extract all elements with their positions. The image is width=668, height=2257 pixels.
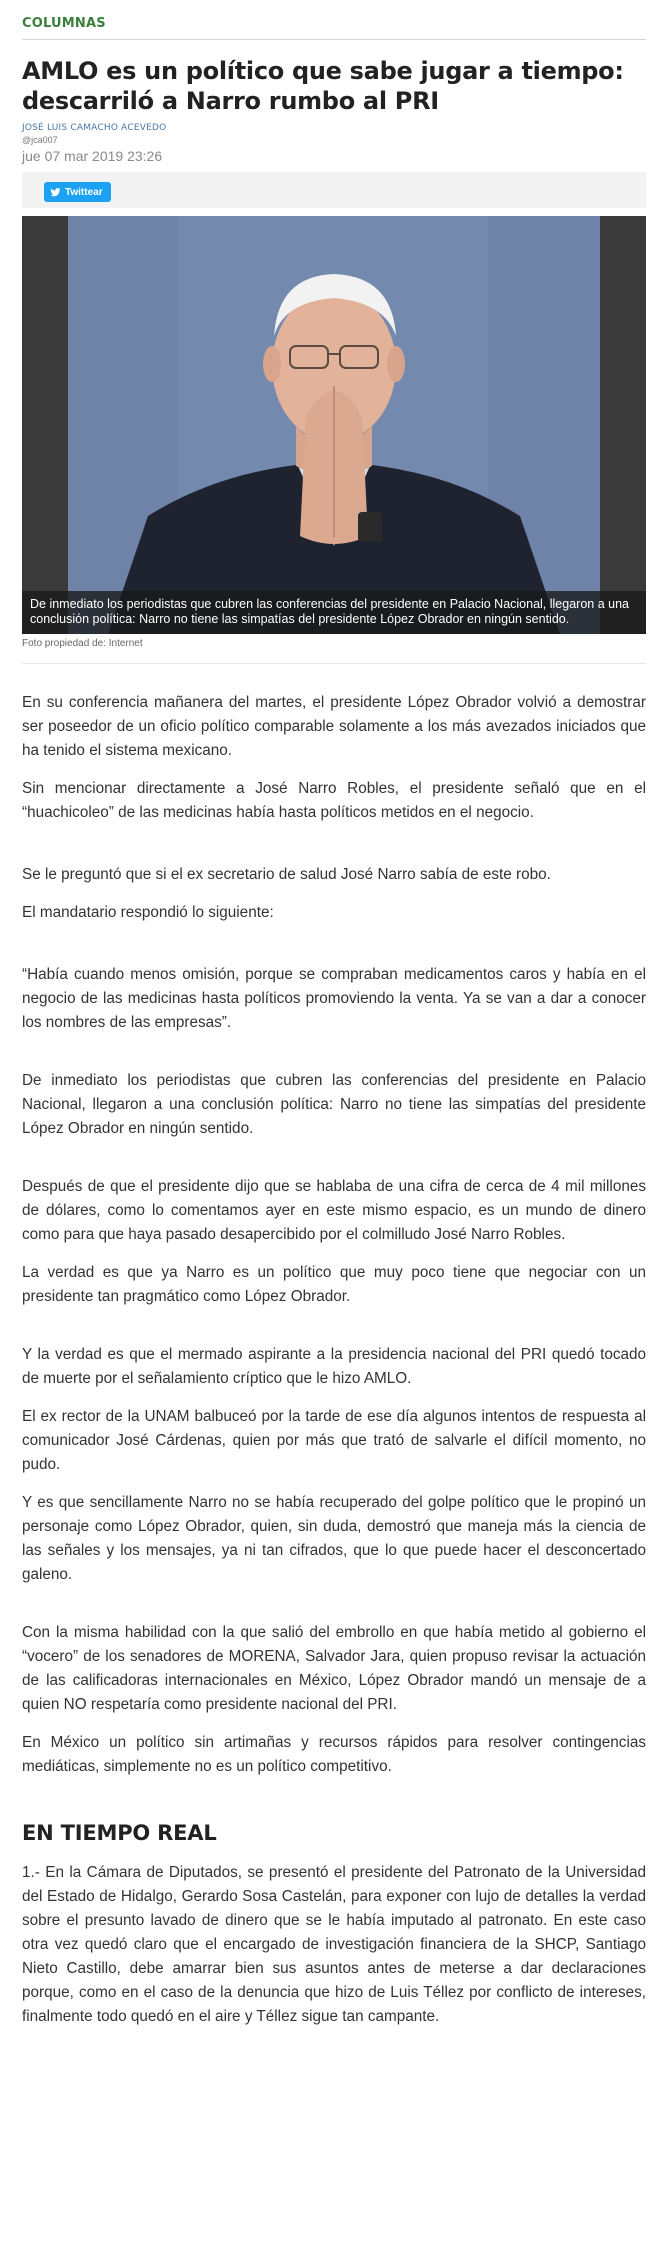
article-photo: [22, 216, 646, 634]
portrait-image: [68, 216, 600, 634]
share-bar: [22, 172, 646, 208]
article-page: [22, 0, 646, 2029]
photo-caption: De inmediato los periodistas que cubren las conferencias del presidente en Palacio Nacional, llegaron a una conclusión política: Narro no tiene las simpatías del presidente López Obrador en ningún sentido.: [22, 591, 646, 634]
body-paragraph: “Había cuando menos omisión, porque se compraban medicamentos caros y había en el negocio de las medicinas hasta políticos promoviendo la venta. Ya se van a dar a conocer los nombres de las empresas”.: [22, 966, 646, 1031]
publish-date: jue 07 mar 2019 23:26: [22, 148, 163, 164]
twitter-bird-icon: [50, 187, 61, 198]
tweet-button-label: Twittear: [65, 186, 103, 198]
article-headline: AMLO es un político que sabe jugar a tiempo: descarriló a Narro rumbo al PRI: [22, 57, 624, 115]
photo-credit: Foto propiedad de: Internet: [22, 638, 646, 664]
author-handle[interactable]: @jca007: [22, 135, 58, 145]
realtime-paragraph: 1.- En la Cámara de Diputados, se presentó el presidente del Patronato de la Universidad del Estado de Hidalgo, Gerardo Sosa Castelán, para exponer con lujo de detalles la verdad sobre el presunto lavado de dinero que se le había imputado al patronato. En este caso otra vez quedó claro que el encargado de investigación financiera de la SHCP, Santiago Nieto Castillo, debe amarrar bien sus asuntos antes de meterse a dar declaraciones porque, como en el caso de la denuncia que hizo de Luis Téllez por conflicto de intereses, finalmente todo quedó en el aire y Téllez sigue tan campante.: [22, 1864, 646, 2025]
tweet-button[interactable]: [44, 182, 111, 202]
body-paragraph: De inmediato los periodistas que cubren las conferencias del presidente en Palacio Nacional, llegaron a una conclusión política: Narro no tiene las simpatías del presidente López Obrador en ningún sentido.: [22, 1072, 646, 1137]
body-paragraph: El mandatario respondió lo siguiente:: [22, 904, 274, 921]
author-name[interactable]: JOSÉ LUIS CAMACHO ACEVEDO: [22, 123, 167, 133]
body-paragraph: El ex rector de la UNAM balbuceó por la tarde de ese día algunos intentos de respuesta al comunicador José Cárdenas, quien por más que trató de salvarle el difícil momento, no pudo.: [22, 1408, 646, 1473]
body-paragraph: Después de que el presidente dijo que se hablaba de una cifra de cerca de 4 mil millones de dólares, como lo comentamos ayer en este mismo espacio, es un mundo de dinero como para que haya pasado desapercibido por el colmilludo José Narro Robles.: [22, 1178, 646, 1243]
body-paragraph: Se le preguntó que si el ex secretario de salud José Narro sabía de este robo.: [22, 866, 551, 883]
body-paragraph: La verdad es que ya Narro es un político que muy poco tiene que negociar con un presidente tan pragmático como López Obrador.: [22, 1264, 646, 1305]
body-paragraph: Y la verdad es que el mermado aspirante a la presidencia nacional del PRI quedó tocado de muerte por el señalamiento críptico que le hizo AMLO.: [22, 1346, 646, 1387]
body-paragraph: Sin mencionar directamente a José Narro Robles, el presidente señaló que en el “huachicoleo” de las medicinas había hasta políticos metidos en el negocio.: [22, 780, 646, 821]
body-paragraph: Y es que sencillamente Narro no se había recuperado del golpe político que le propinó un personaje como López Obrador, quien, sin duda, demostró que maneja más la ciencia de las señales y los mensajes, ya ni tan cifrados, que lo que puede hacer el desconcertado galeno.: [22, 1494, 646, 1583]
body-paragraph: En México un político sin artimañas y recursos rápidos para resolver contingencias mediáticas, simplemente no es un político competitivo.: [22, 1734, 646, 1775]
section-label[interactable]: COLUMNAS: [22, 16, 646, 40]
article-body: [22, 691, 646, 2029]
body-paragraph: Con la misma habilidad con la que salió del embrollo en que había metido al gobierno el “vocero” de los senadores de MORENA, Salvador Jara, quien propuso revisar la actuación de las calificadoras internacionales en México, López Obrador mandó un mensaje de a quien NO respetaría como presidente nacional del PRI.: [22, 1624, 646, 1713]
realtime-heading: EN TIEMPO REAL: [22, 1821, 217, 1845]
body-paragraph: En su conferencia mañanera del martes, el presidente López Obrador volvió a demostrar ser poseedor de un oficio político comparable solamente a los más avezados iniciados que ha tenido el sistema mexicano.: [22, 694, 646, 759]
